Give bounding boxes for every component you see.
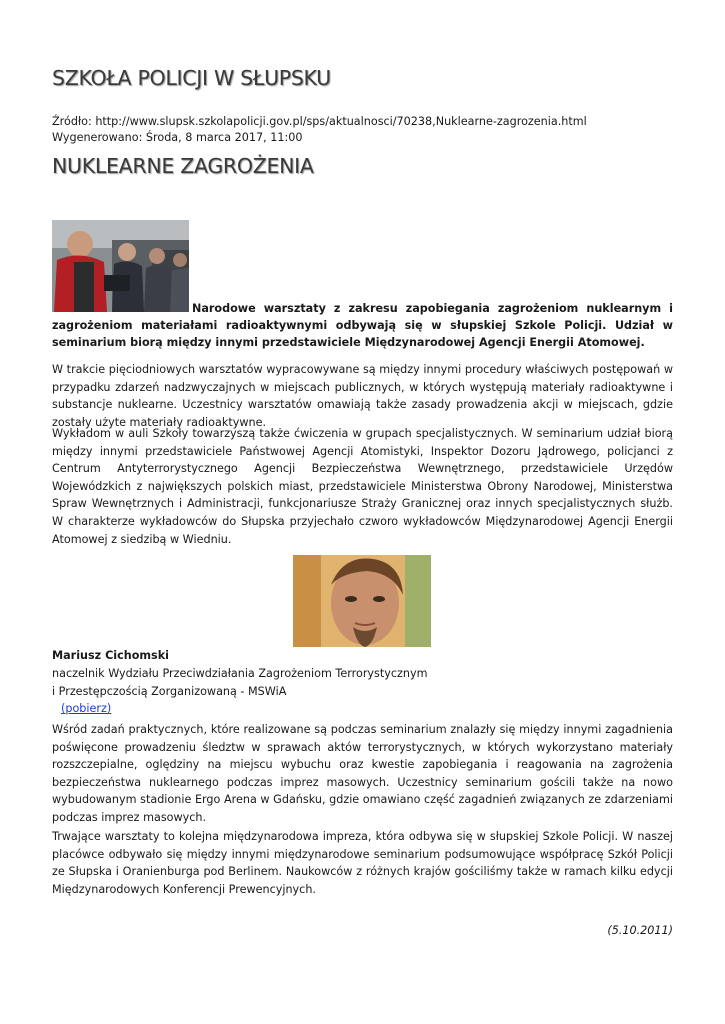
caption-role-line-2: i Przestępczością Zorganizowaną - MSWiA	[52, 684, 287, 698]
article-title: NUKLEARNE ZAGROŻENIA	[52, 154, 314, 178]
article-date: (5.10.2011)	[607, 924, 673, 937]
generated-line: Wygenerowano: Środa, 8 marca 2017, 11:00	[52, 130, 303, 144]
caption-role-line-1: naczelnik Wydziału Przeciwdziałania Zagrożeniom Terrorystycznym	[52, 666, 428, 680]
workshop-photo	[52, 220, 189, 312]
caption-name: Mariusz Cichomski	[52, 649, 169, 662]
site-title: SZKOŁA POLICJI W SŁUPSKU	[52, 66, 331, 90]
source-line: Źródło: http://www.slupsk.szkolapolicji.gov.pl/sps/aktualnosci/70238,Nuklearne-zagrozenia.html	[52, 115, 587, 128]
paragraph-1: W trakcie pięciodniowych warsztatów wypracowywane są między innymi procedury właściwych postępowań w przypadku zdarzeń nadzwyczajnych w miejscach publicznych, w których występują materiały radioaktywne i substancje nuklearne. Uczestnicy warsztatów omawiają także zasady prowadzenia akcji w miejscach, gdzie zostały użyte materiały radioaktywne.	[52, 363, 673, 429]
paragraph-3: Wśród zadań praktycznych, które realizowane są podczas seminarium znalazły się między innymi zagadnienia poświęcone prowadzeniu śledztw w sprawach aktów terrorystycznych, w których wykorzystano materiały rozszczepialne, oględziny na miejscu wybuchu oraz kwestie zapobiegania i reagowania na zagrożenia bezpieczeństwa nuklearnego podczas imprez masowych. Uczestnicy seminarium gościli także na nowo wybudowanym stadionie Ergo Arena w Gdańsku, gdzie omawiano część zagadnień związanych ze zdarzeniami podczas imprez masowych.	[52, 723, 673, 824]
document-meta	[52, 114, 587, 145]
download-link[interactable]: (pobierz)	[61, 702, 112, 716]
paragraph-2: Wykładom w auli Szkoły towarzyszą także ćwiczenia w grupach specjalistycznych. W seminarium udział biorą między innymi przedstawiciele Państwowej Agencji Atomistyki, Inspektor Dozoru Jądrowego, policjanci z Centrum Antyterrorystycznego Agencji Bezpieczeństwa Wewnętrznego, przedstawiciele Urzędów Wojewódzkich z największych polskich miast, przedstawiciele Ministerstwa Obrony Narodowej, Ministerstwa Spraw Wewnętrznych i Administracji, funkcjonariusze Straży Granicznej oraz innych specjalistycznych służb. W charakterze wykładowców do Słupska przyjechało czworo wykładowców Międzynarodowej Agencji Energii Atomowej z siedzibą w Wiedniu.	[52, 427, 673, 546]
portrait-photo	[293, 555, 431, 647]
paragraph-4: Trwające warsztaty to kolejna międzynarodowa impreza, która odbywa się w słupskiej Szkole Policji. W naszej placówce odbywało się między innymi międzynarodowe seminarium podsumowujące współpracę Szkół Policji ze Słupska i Oranienburga pod Berlinem. Naukowców z różnych krajów gościliśmy także w ramach kilku edycji Międzynarodowych Konferencji Prewencyjnych.	[52, 830, 673, 896]
article-lead: Narodowe warsztaty z zakresu zapobiegania zagrożeniom nuklearnym i zagrożeniom materiałami radioaktywnymi odbywają się w słupskiej Szkole Policji. Udział w seminarium biorą między innymi przedstawiciele Międzynarodowej Agencji Energii Atomowej.	[52, 302, 673, 350]
portrait-caption	[52, 647, 428, 718]
